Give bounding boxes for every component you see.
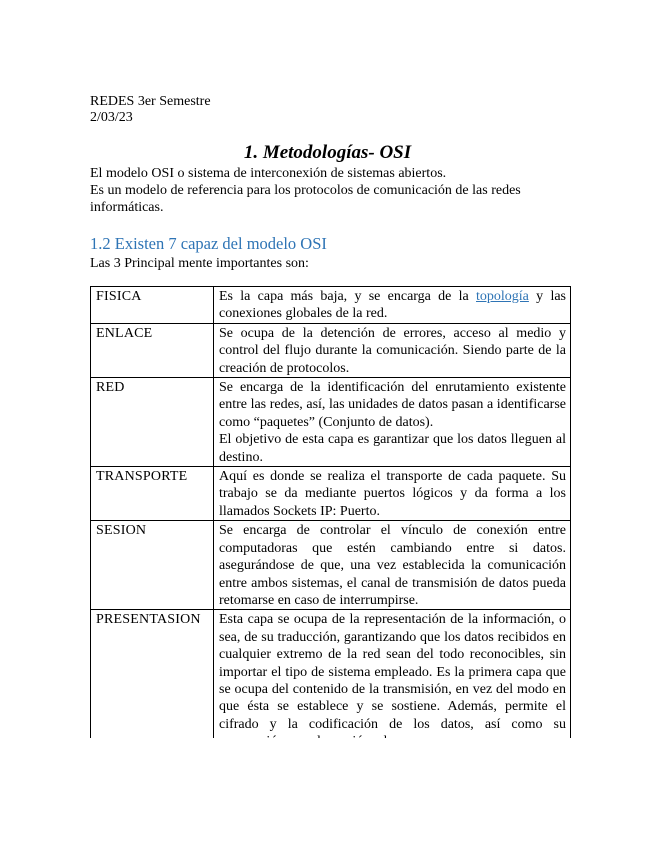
osi-layers-table (90, 286, 571, 752)
page-title: 1. Metodologías- OSI (243, 142, 412, 163)
layer-description (214, 287, 571, 324)
layer-description: Se ocupa de la detención de errores, acceso al medio y control del flujo durante la comunicación. Siendo parte de la creación de protocolos. (214, 323, 571, 377)
section-subtitle: Las 3 Principal mente importantes son: (90, 256, 309, 271)
layer-description (214, 378, 571, 467)
intro-line-2: Es un modelo de referencia para los protocolos de comunicación de las redes informáticas. (90, 183, 521, 215)
layer-description-text: Se encarga de la identificación del enrutamiento existente entre las redes, así, las unidades de datos pasan a identificarse como “paquetes” (Conjunto de datos). (219, 380, 566, 430)
layer-description-text: y las conexiones globales de la red. (219, 289, 566, 322)
section-heading: 1.2 Existen 7 capaz del modelo OSI (90, 234, 327, 253)
layer-description: Esta capa se ocupa de la representación de la información, o sea, de su traducción, garantizando que los datos recibidos en cualquier extremo de la red sean del todo reconocibles, sin importar el tipo de sistema empleado. Es la primera capa que se ocupa del contenido de la transmisión, en vez del modo en que ésta se establece y se sostiene. Además, permite el cifrado y la codificación de los datos, así como su (214, 610, 571, 751)
layer-name: PRESENTASION (91, 610, 214, 751)
page-bottom-margin (0, 738, 655, 848)
table-row (91, 521, 571, 610)
layer-name: TRANSPORTE (91, 467, 214, 521)
layer-name: RED (91, 378, 214, 467)
layer-description-text: Es la capa más baja, y se encarga de la (219, 289, 469, 304)
table-row (91, 467, 571, 521)
layer-description-extra: El objetivo de esta capa es garantizar que los datos lleguen al destino. (219, 432, 566, 465)
table-row (91, 610, 571, 751)
table-row (91, 323, 571, 377)
course-label: REDES 3er Semestre (90, 94, 211, 109)
intro-line-1: El modelo OSI o sistema de interconexión de sistemas abiertos. (90, 166, 447, 181)
table-row (91, 287, 571, 324)
layer-name: SESION (91, 521, 214, 610)
table-row (91, 378, 571, 467)
layer-description: Se encarga de controlar el vínculo de conexión entre computadoras que estén cambiando entre si datos. asegurándose de que, una vez establecida la comunicación entre ambos sistemas, el canal de transmisión de datos pueda retomarse en caso de interrumpirse. (214, 521, 571, 610)
layer-name: FISICA (91, 287, 214, 324)
topologia-link[interactable]: topología (476, 289, 529, 304)
layer-description: Aquí es donde se realiza el transporte de cada paquete. Su trabajo se da mediante puertos lógicos y da forma a los llamados Sockets IP: Puerto. (214, 467, 571, 521)
layer-name: ENLACE (91, 323, 214, 377)
date-label: 2/03/23 (90, 110, 133, 125)
